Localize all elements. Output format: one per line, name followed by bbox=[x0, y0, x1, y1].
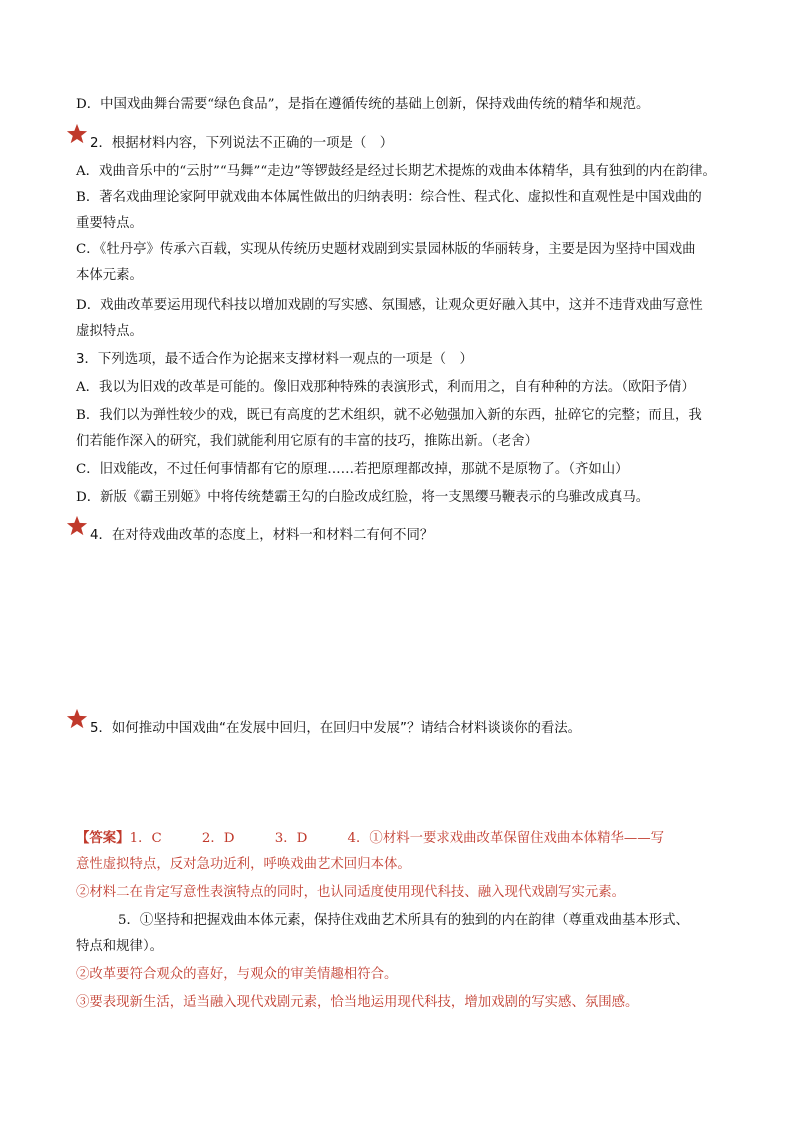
q3-option-b-line1: B．我们以为弹性较少的戏，既已有高度的艺术组织，就不必勉强加入新的东西，扯碎它的完整；而且，我 bbox=[76, 408, 702, 423]
q2-option-b-line1: B．著名戏曲理论家阿甲就戏曲本体属性做出的归纳表明：综合性、程式化、虚拟性和直观性是中国戏曲的 bbox=[76, 190, 702, 205]
answer-label: 【答案】 bbox=[76, 830, 130, 846]
answer-line4: 5．①坚持和把握戏曲本体元素，保持住戏曲艺术所具有的独到的内在韵律（尊重戏曲基本形式、 bbox=[118, 913, 689, 928]
star-icon bbox=[66, 708, 88, 730]
q3-option-b-line2: 们若能作深入的研究，我们就能利用它原有的丰富的技巧，推陈出新。（老舍） bbox=[76, 434, 538, 449]
star-icon bbox=[66, 123, 88, 145]
answer-line5: 特点和规律）。 bbox=[76, 939, 164, 954]
q2-option-c-line2: 本体元素。 bbox=[76, 268, 143, 283]
q4-stem: 4．在对待戏曲改革的态度上，材料一和材料二有何不同？ bbox=[90, 528, 434, 543]
answer-line2: 意性虚拟特点，反对急功近利，呼唤戏曲艺术回归本体。 bbox=[76, 857, 411, 872]
q3-option-d: D．新版《霸王别姬》中将传统楚霸王勾的白脸改成红脸，将一支黑缨马鞭表示的乌骓改成真马。 bbox=[76, 490, 650, 505]
answer-line1 bbox=[76, 828, 734, 849]
q2-option-a: A．戏曲音乐中的“云肘”“马舞”“走边”等锣鼓经是经过长期艺术提炼的戏曲本体精华，具有独到的内在韵律。 bbox=[76, 164, 716, 179]
q3-stem: 3．下列选项，最不适合作为论据来支撑材料一观点的一项是（ ） bbox=[76, 352, 473, 367]
q2-option-c-line1: C．《牡丹亭》传承六百载，实现从传统历史题材戏剧到实景园林版的华丽转身，主要是因为坚持中国戏曲 bbox=[76, 242, 696, 257]
q3-option-a: A．我以为旧戏的改革是可能的。像旧戏那种特殊的表演形式，利而用之，自有种种的方法。（欧阳予倩） bbox=[76, 380, 695, 395]
q1-option-d: D．中国戏曲舞台需要“绿色食品”，是指在遵循传统的基础上创新，保持戏曲传统的精华和规范。 bbox=[76, 97, 650, 112]
q2-option-b-line2: 重要特点。 bbox=[76, 216, 143, 231]
q3-option-c: C．旧戏能改，不过任何事情都有它的原理……若把原理都改掉，那就不是原物了。（齐如山） bbox=[76, 462, 629, 477]
answer-text: 1．C 2．D 3．D 4．①材料一要求戏曲改革保留住戏曲本体精华——写 bbox=[129, 831, 665, 846]
answer-line3: ②材料二在肯定写意性表演特点的同时，也认同适度使用现代科技、融入现代戏剧写实元素。 bbox=[76, 885, 626, 900]
q2-option-d-line2: 虚拟特点。 bbox=[76, 324, 143, 339]
answer-line7: ③要表现新生活，适当融入现代戏剧元素，恰当地运用现代科技，增加戏剧的写实感、氛围感。 bbox=[76, 995, 639, 1010]
q2-stem: 2．根据材料内容，下列说法不正确的一项是（ ） bbox=[90, 136, 394, 151]
q2-option-d-line1: D．戏曲改革要运用现代科技以增加戏剧的写实感、氛围感，让观众更好融入其中，这并不违背戏曲写意性 bbox=[76, 298, 703, 313]
star-icon bbox=[66, 515, 88, 537]
q5-stem: 5．如何推动中国戏曲“在发展中回归，在回归中发展”？请结合材料谈谈你的看法。 bbox=[90, 721, 582, 736]
answer-line6: ②改革要符合观众的喜好，与观众的审美情趣相符合。 bbox=[76, 967, 398, 982]
